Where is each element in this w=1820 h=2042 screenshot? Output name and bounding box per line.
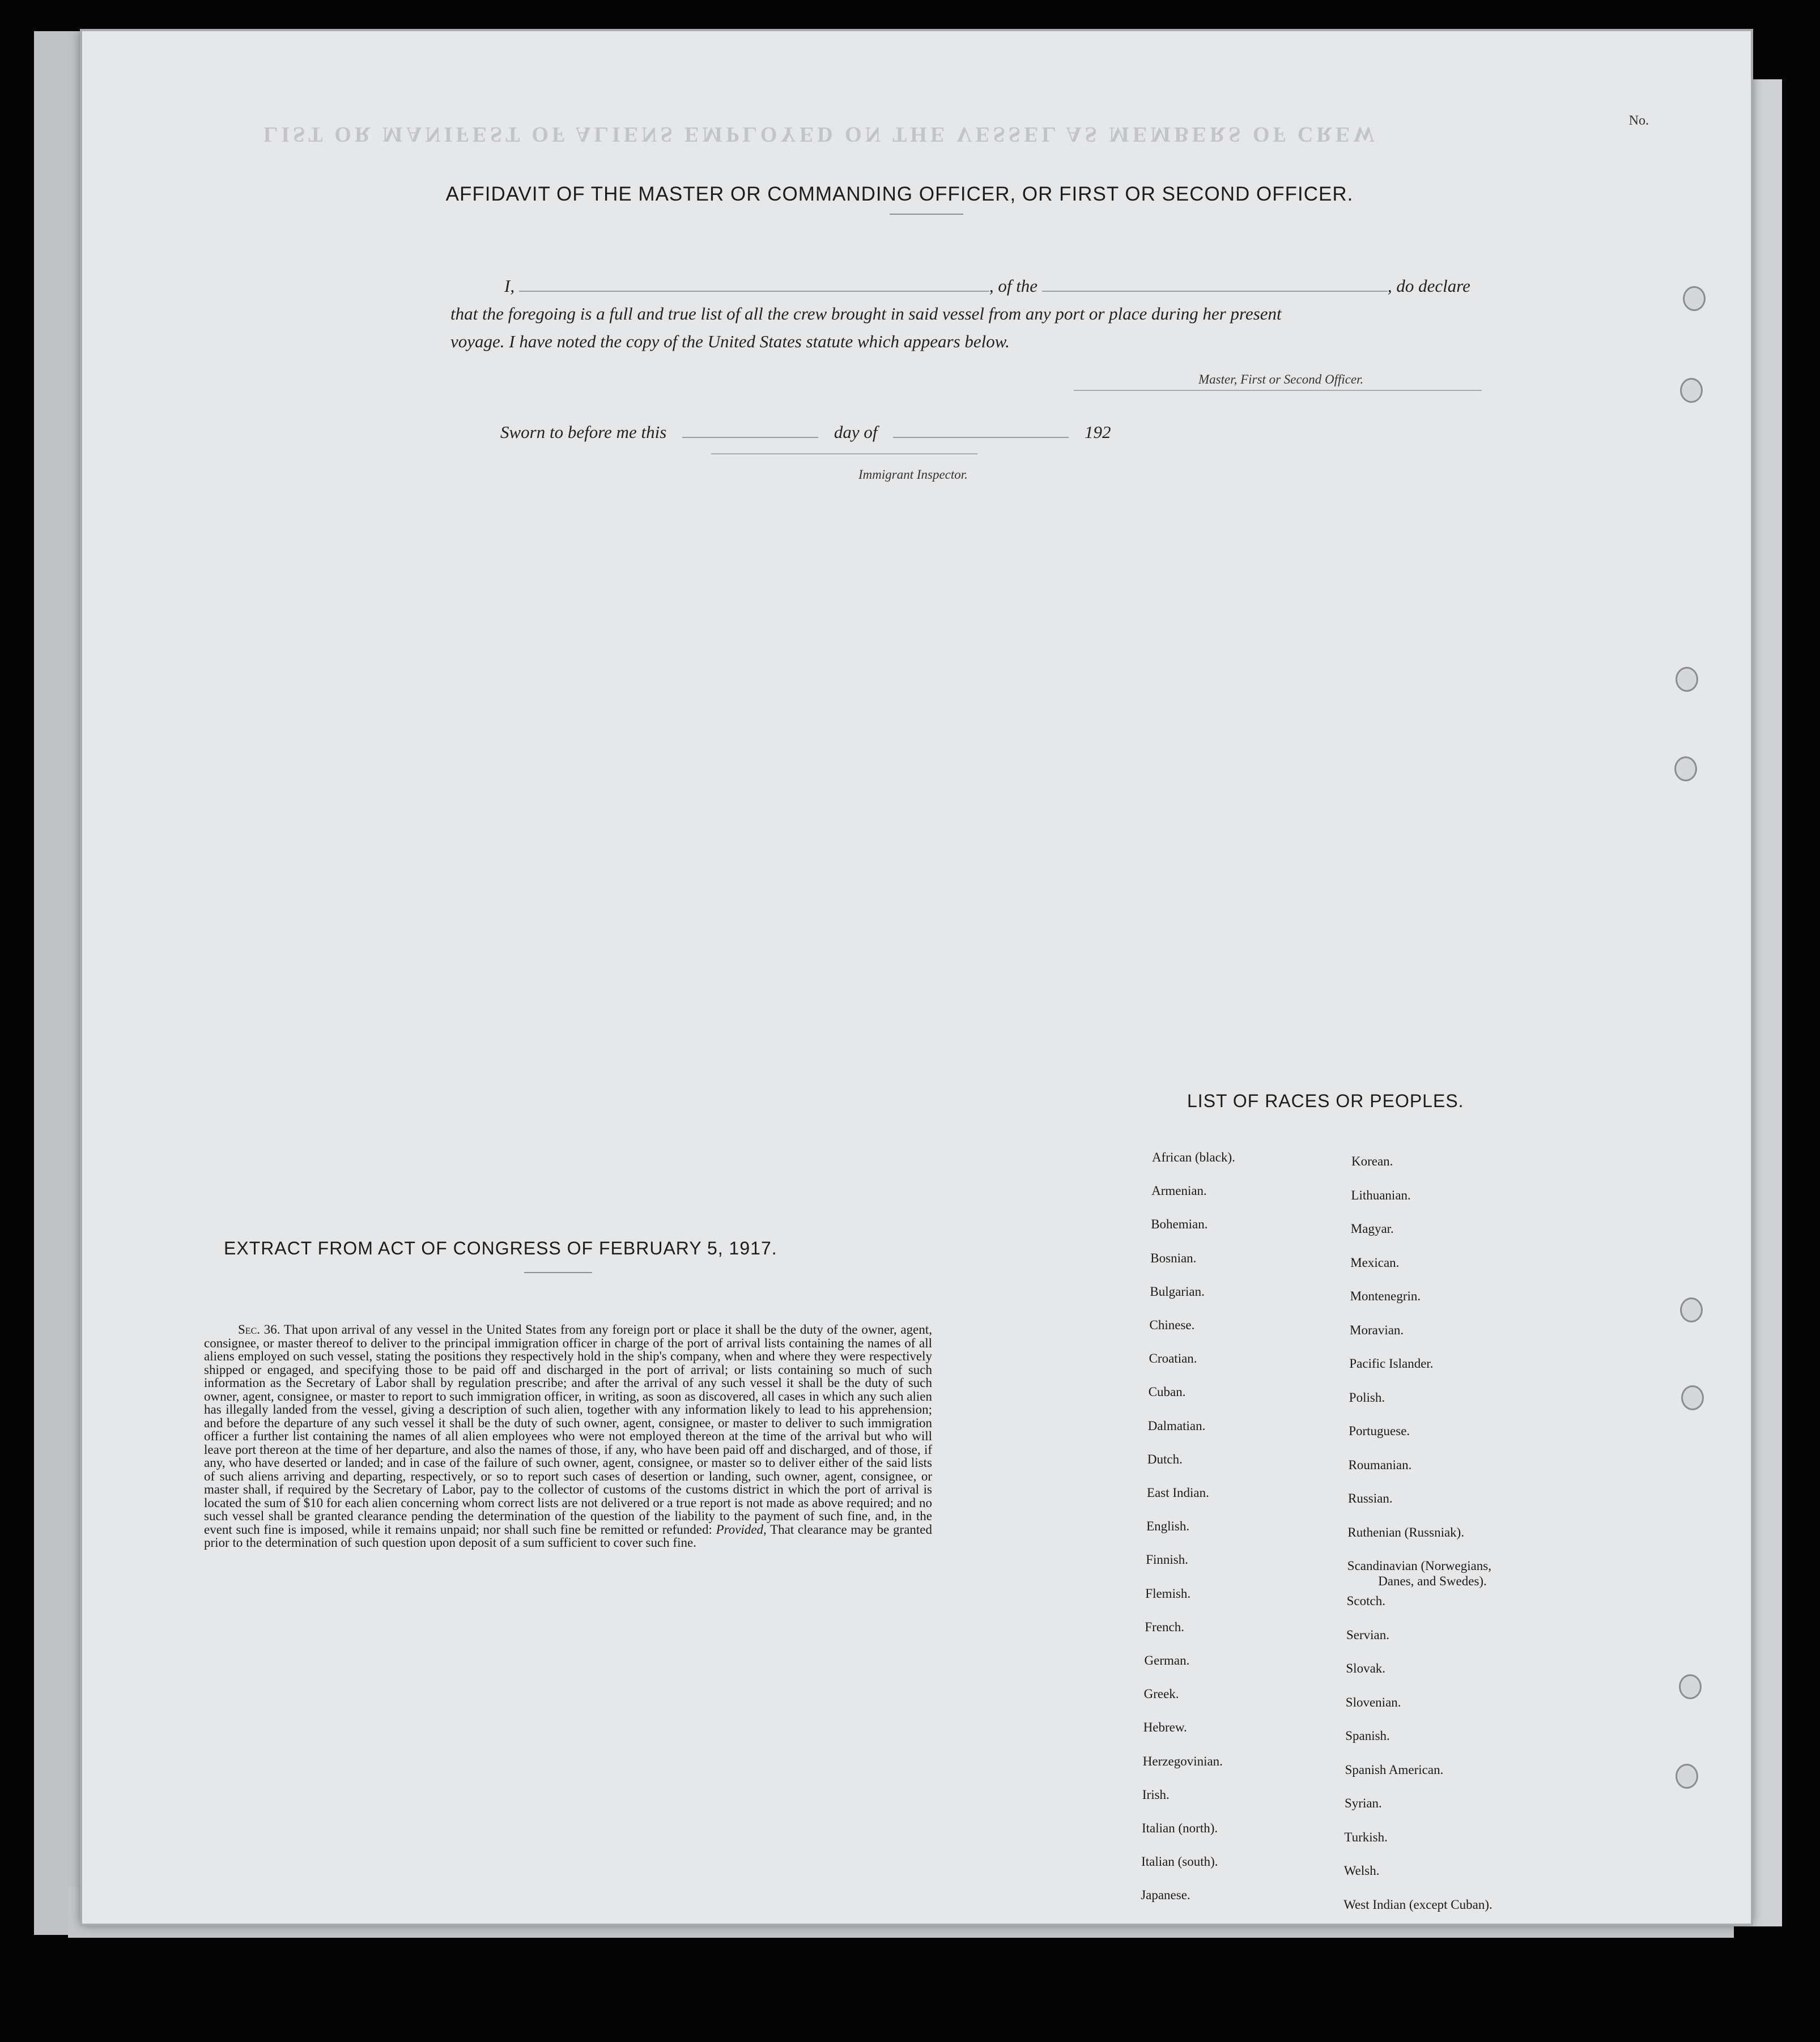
race-item: Dalmatian.	[1147, 1418, 1206, 1433]
inspector-signature-line	[711, 453, 977, 454]
vessel-blank	[1042, 276, 1388, 292]
statute-text	[204, 1323, 932, 1550]
statute-body-2: That clearance may be granted prior to the determination of such question upon deposit of a sum sufficient to cover such fine.	[204, 1522, 933, 1550]
race-item: Bulgarian.	[1150, 1284, 1205, 1299]
race-item: Italian (south).	[1141, 1854, 1218, 1869]
race-item: Scandinavian (Norwegians,	[1347, 1559, 1491, 1573]
race-item: Polish.	[1349, 1390, 1385, 1405]
race-item: Finnish.	[1146, 1552, 1188, 1567]
race-item: Mexican.	[1350, 1255, 1400, 1270]
race-item: Roumanian.	[1348, 1457, 1412, 1472]
punch-hole	[1680, 378, 1703, 403]
race-item: Herzegovinian.	[1142, 1754, 1223, 1768]
race-item: Servian.	[1346, 1627, 1390, 1642]
bleed-through-header: LIST OR MANIFEST OF ALIENS EMPLOYED ON THE VESSEL AS MEMBERS OF CREW	[263, 122, 1379, 146]
punch-hole	[1679, 1674, 1702, 1699]
page-number-label: No.	[1628, 113, 1649, 128]
sworn-day-blank	[682, 422, 818, 438]
punch-hole	[1680, 1297, 1703, 1322]
race-item: French.	[1145, 1619, 1185, 1634]
race-item: Portuguese.	[1349, 1424, 1410, 1438]
race-item: Syrian.	[1345, 1796, 1382, 1810]
race-item: Spanish American.	[1345, 1762, 1444, 1777]
race-item: Korean.	[1351, 1154, 1393, 1168]
master-signature-caption: Master, First or Second Officer.	[1198, 372, 1364, 386]
race-item: Italian (north).	[1142, 1821, 1218, 1835]
race-item: Russian.	[1348, 1491, 1393, 1505]
races-title: LIST OF RACES OR PEOPLES.	[1187, 1091, 1464, 1111]
punch-hole	[1674, 756, 1697, 781]
sworn-year: 192	[1084, 422, 1111, 442]
race-item: Lithuanian.	[1351, 1188, 1411, 1202]
race-item: Japanese.	[1141, 1888, 1190, 1903]
name-blank	[519, 276, 989, 292]
race-item: Slovenian.	[1345, 1695, 1401, 1709]
affidavit-declare: , do declare	[1387, 276, 1470, 296]
affidavit-title: AFFIDAVIT OF THE MASTER OR COMMANDING OFFICER, OR FIRST OR SECOND OFFICER.	[445, 183, 1354, 205]
affidavit-title-rule	[890, 214, 963, 215]
race-item: Moravian.	[1350, 1322, 1404, 1337]
race-item: German.	[1144, 1653, 1190, 1667]
punch-hole	[1676, 1764, 1698, 1789]
race-item: Spanish.	[1345, 1729, 1390, 1743]
master-signature-line	[1074, 390, 1482, 391]
sworn-day-of: day of	[834, 422, 878, 442]
race-item: Magyar.	[1350, 1222, 1394, 1236]
race-item: Armenian.	[1151, 1184, 1207, 1198]
race-item: Welsh.	[1343, 1864, 1380, 1878]
affidavit-line-3: voyage. I have noted the copy of the United States statute which appears below.	[450, 331, 1010, 351]
race-item: Chinese.	[1149, 1318, 1195, 1332]
extract-title: EXTRACT FROM ACT OF CONGRESS OF FEBRUARY 5, 1917.	[224, 1238, 777, 1258]
race-item: Turkish.	[1344, 1830, 1388, 1844]
extract-title-rule	[524, 1272, 592, 1273]
manifest-page	[82, 31, 1751, 1924]
race-item: Danes, and Swedes).	[1378, 1574, 1487, 1588]
punch-hole	[1681, 1385, 1704, 1410]
race-item: English.	[1146, 1519, 1190, 1534]
race-item: Greek.	[1143, 1687, 1179, 1701]
race-item: Bosnian.	[1150, 1250, 1197, 1265]
race-item: Croatian.	[1149, 1351, 1197, 1366]
affidavit-of-the: , of the	[989, 276, 1038, 296]
punch-hole	[1683, 286, 1706, 311]
inspector-caption: Immigrant Inspector.	[858, 467, 968, 482]
punch-hole	[1676, 667, 1698, 692]
race-item: Dutch.	[1147, 1452, 1183, 1466]
sworn-text: Sworn to before me this	[500, 422, 667, 442]
sworn-month-blank	[893, 422, 1069, 438]
affidavit-i: I,	[504, 276, 515, 296]
race-item: Montenegrin.	[1350, 1289, 1421, 1303]
affidavit-line-2: that the foregoing is a full and true list of all the crew brought in said vessel from any port or place during her present	[450, 304, 1282, 324]
race-item: Cuban.	[1148, 1385, 1186, 1399]
race-item: Irish.	[1142, 1787, 1170, 1802]
race-item: Bohemian.	[1151, 1217, 1208, 1232]
sworn-line	[500, 422, 1111, 443]
race-item: Flemish.	[1145, 1586, 1191, 1601]
race-item: Hebrew.	[1143, 1720, 1187, 1735]
race-item: Pacific Islander.	[1349, 1356, 1434, 1371]
statute-body-1: That upon arrival of any vessel in the United States from any foreign port or place it shall be the duty of the owner, agent, consignee, or master thereof to deliver to the principal immigration officer in charge of the port of arrival lists containing the names of all aliens employed on such vessel, stating the positions they respectively hold in the ship's company, when and where they were respectively shipped or engaged, and specifying those to be paid off and discharged in the port of arrival; or lists containing so much of such information as the Secretary of Labor shall by regulation prescribe; and after the arrival of any such vessel it shall be the duty of such owner, agent, consignee, or master to report to such immigration officer, in writing, as soon as discovered, all cases in which any such alien has illegally landed from the vessel, giving a description of such alien, together with any information likely to lead to his apprehension; and before the departure of any such vessel it shall be the duty of such owner, agent, consignee, or master to deliver to such immigration officer a further list containing the names of all alien employees who were not employed thereon at the time of the arrival but who will leave port thereon at the time of her departure, and also the names of those, if any, who have been paid off and discharged, and of those, if any, who have deserted or landed; and in case of the failure of such owner, agent, consignee, or master so to deliver either of the said lists of such aliens arriving and departing, respectively, or so to report such cases of desertion or landing, such owner, agent, consignee, or master shall, if required by the Secretary of Labor, pay to the collector of customs of the customs district in which the port of arrival is located the sum of $10 for each alien concerning whom correct lists are not delivered or a true report is not made as above required; and no such vessel shall be granted clearance pending the determination of the question of the liability to the payment of such fine, and, in the event such fine is imposed, while it remains unpaid; nor shall such fine be remitted or refunded:	[204, 1322, 932, 1537]
race-item: Slovak.	[1346, 1661, 1386, 1675]
statute-provided: Provided,	[716, 1522, 767, 1537]
race-item: Ruthenian (Russniak).	[1347, 1525, 1465, 1539]
race-item: African (black).	[1152, 1150, 1235, 1164]
race-item: East Indian.	[1147, 1486, 1209, 1500]
affidavit-body	[450, 272, 1521, 355]
race-item: Scotch.	[1346, 1594, 1385, 1608]
race-item: West Indian (except Cuban).	[1343, 1897, 1492, 1912]
statute-section-label: Sec. 36.	[238, 1322, 280, 1337]
affidavit-line-1	[450, 272, 1521, 300]
